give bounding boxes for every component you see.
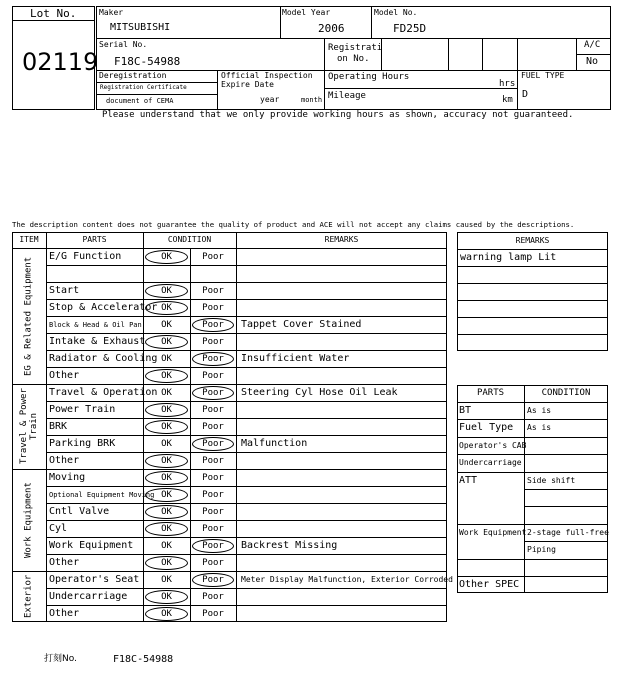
table-row: [46, 418, 447, 435]
header-row-line: [96, 38, 611, 39]
footer-label: 打刻No.: [44, 654, 77, 664]
poor-option: Poor: [202, 575, 224, 585]
selected-condition-circle: [145, 284, 188, 298]
table-row: [46, 282, 447, 299]
side-part-name: Fuel Type: [459, 422, 514, 434]
header-row-line: [96, 82, 217, 83]
ok-option: OK: [161, 405, 172, 415]
ok-option: OK: [161, 575, 172, 585]
selected-condition-circle: [145, 505, 188, 519]
poor-option: Poor: [202, 592, 224, 602]
poor-option: Poor: [202, 524, 224, 534]
part-name: Intake & Exhaust: [49, 336, 146, 347]
ok-option: OK: [161, 320, 172, 330]
working-hours-notice: Please understand that we only provide working hours as shown, accuracy not guaranteed.: [102, 110, 574, 120]
cema-label: document of CEMA: [106, 97, 174, 105]
group-label-line: Travel & Power: [19, 388, 29, 465]
selected-condition-circle: [145, 250, 188, 264]
disclaimer: The description content does not guarantee the quality of product and ACE will not accept any claims caused by the descriptions.: [12, 220, 575, 229]
ok-option: OK: [161, 303, 172, 313]
header-col-line: [482, 38, 483, 70]
part-name: E/G Function: [49, 251, 122, 262]
ok-option: OK: [161, 337, 172, 347]
ok-option: OK: [161, 456, 172, 466]
side-condition-value: As is: [527, 406, 552, 415]
poor-option: Poor: [202, 609, 224, 619]
ac-value: No: [586, 56, 599, 67]
part-name: Block & Head & Oil Pan: [49, 321, 142, 329]
model-no-value: FD25D: [393, 22, 427, 35]
poor-option: Poor: [202, 354, 224, 364]
side-part-name: Operator's CAB: [459, 440, 527, 450]
side-condition-value: 2-stage full-free: [527, 527, 609, 537]
km-label: km: [502, 95, 513, 105]
poor-option: Poor: [202, 337, 224, 347]
selected-condition-circle: [192, 539, 234, 553]
list-item: [457, 300, 608, 317]
header-parts: PARTS: [82, 235, 107, 244]
lot-label: Lot No.: [30, 7, 77, 20]
table-row: [46, 469, 447, 486]
registration-label: Registrati: [328, 43, 383, 53]
poor-option: Poor: [202, 252, 224, 262]
poor-option: Poor: [202, 507, 224, 517]
table-row: [46, 605, 447, 622]
ok-option: OK: [161, 507, 172, 517]
side-part-name: BT: [459, 405, 472, 416]
selected-condition-circle: [145, 335, 188, 349]
list-item: [457, 489, 608, 506]
poor-option: Poor: [202, 456, 224, 466]
part-name: Start: [49, 285, 80, 296]
poor-option: Poor: [202, 422, 224, 432]
ok-option: OK: [161, 286, 172, 296]
maker-label: Maker: [99, 8, 124, 17]
poor-option: Poor: [202, 303, 224, 313]
ok-option: OK: [161, 473, 172, 483]
fuel-type-label: FUEL TYPE: [521, 71, 565, 80]
part-name: Parking BRK: [49, 438, 116, 449]
part-name: BRK: [49, 421, 68, 432]
poor-option: Poor: [202, 320, 224, 330]
side-part-name: Work Equipment: [459, 527, 527, 537]
ok-option: OK: [161, 439, 172, 449]
poor-option: Poor: [202, 490, 224, 500]
side-parts-header: PARTS: [476, 388, 505, 398]
header-col-line: [280, 6, 281, 38]
side-remarks-header: REMARKS: [515, 236, 550, 245]
hrs-label: hrs: [499, 79, 516, 89]
inspection-label: Official Inspection: [221, 71, 313, 80]
ok-option: OK: [161, 388, 172, 398]
list-item: [457, 559, 608, 576]
part-name: Power Train: [49, 404, 116, 415]
operating-hours-label: Operating Hours: [328, 72, 410, 82]
side-condition-value: Piping: [527, 545, 556, 555]
group-label: Exterior: [23, 574, 34, 619]
footer-value: F18C-54988: [113, 654, 174, 665]
group-label: [12, 384, 46, 469]
selected-condition-circle: [145, 607, 188, 621]
poor-option: Poor: [202, 371, 224, 381]
mileage-label: Mileage: [328, 91, 366, 101]
side-part-name: Other SPEC: [459, 579, 520, 590]
part-name: Cyl: [49, 523, 68, 534]
month-label: month: [301, 96, 323, 104]
model-no-label: Model No.: [374, 8, 418, 17]
part-name: Stop & Accelerator: [49, 302, 158, 313]
part-name: Other: [49, 557, 80, 568]
part-name: Undercarriage: [49, 591, 128, 602]
poor-option: Poor: [202, 541, 224, 551]
selected-condition-circle: [145, 488, 188, 502]
header-remarks: REMARKS: [324, 235, 359, 244]
selected-condition-circle: [145, 522, 188, 536]
selected-condition-circle: [145, 471, 188, 485]
header-col-line: [448, 38, 449, 70]
ok-option: OK: [161, 490, 172, 500]
selected-condition-circle: [192, 437, 234, 451]
header-row-line: [96, 94, 217, 95]
ok-option: OK: [161, 524, 172, 534]
selected-condition-circle: [145, 369, 188, 383]
ok-option: OK: [161, 354, 172, 364]
remark-text: Insufficient Water: [241, 353, 350, 364]
lot-divider: [12, 20, 95, 21]
ok-option: OK: [161, 422, 172, 432]
ok-option: OK: [161, 252, 172, 262]
header-col-line: [517, 38, 518, 110]
ok-option: OK: [161, 609, 172, 619]
table-row: [46, 452, 447, 469]
ok-option: OK: [161, 371, 172, 381]
poor-option: Poor: [202, 388, 224, 398]
part-name: Other: [49, 608, 80, 619]
selected-condition-circle: [145, 403, 188, 417]
side-condition-value: As is: [527, 423, 552, 433]
header-col-line: [576, 38, 577, 70]
poor-option: Poor: [202, 286, 224, 296]
selected-condition-circle: [192, 318, 234, 332]
selected-condition-circle: [192, 352, 234, 366]
part-name: Operator's Seat: [49, 574, 140, 585]
selected-condition-circle: [192, 573, 234, 587]
header-col-line: [217, 70, 218, 110]
group-label: EG & Related Equipment: [23, 256, 34, 376]
side-part-name: Undercarriage: [459, 458, 522, 468]
list-item: [457, 283, 608, 300]
selected-condition-circle: [145, 301, 188, 315]
model-year-value: 2006: [318, 22, 345, 35]
group-label-line: Train: [29, 412, 39, 441]
maker-value: MITSUBISHI: [110, 22, 171, 33]
header-row-line: [576, 54, 611, 55]
header-col-line: [371, 6, 372, 38]
table-row: [46, 367, 447, 384]
part-name: Radiator & Cooling: [49, 353, 158, 364]
side-remark-text: warning lamp Lit: [460, 252, 557, 263]
header-item: ITEM: [19, 235, 39, 244]
part-name: Moving: [49, 472, 86, 483]
side-part-name: ATT: [459, 474, 478, 486]
inspection-label-2: Expire Date: [221, 80, 274, 89]
header-col-line: [324, 38, 325, 110]
table-row: [46, 265, 447, 282]
part-name: Cntl Valve: [49, 506, 110, 517]
selected-condition-circle: [145, 420, 188, 434]
lot-number: 02119: [22, 48, 99, 76]
registration-certificate-label: Registration Certificate: [100, 84, 187, 91]
part-name: Other: [49, 370, 80, 381]
part-name: Travel & Operation: [49, 387, 158, 398]
ok-option: OK: [161, 592, 172, 602]
selected-condition-circle: [192, 386, 234, 400]
fuel-type-value: D: [522, 89, 529, 100]
ok-option: OK: [161, 558, 172, 568]
year-label: year: [260, 95, 280, 104]
part-name: Optional Equipment Moving: [49, 491, 155, 499]
remark-text: Backrest Missing: [241, 540, 338, 551]
list-item: [457, 506, 608, 523]
part-name: Other: [49, 455, 80, 466]
list-item: [457, 317, 608, 334]
ok-option: OK: [161, 541, 172, 551]
side-condition-value: Side shift: [527, 475, 576, 485]
group-label: Work Equipment: [23, 482, 34, 558]
selected-condition-circle: [145, 454, 188, 468]
selected-condition-circle: [145, 556, 188, 570]
poor-option: Poor: [202, 405, 224, 415]
serial-value: F18C-54988: [114, 55, 181, 68]
selected-condition-circle: [145, 590, 188, 604]
header-condition: CONDITION: [167, 235, 212, 244]
side-condition-header: CONDITION: [541, 388, 591, 398]
poor-option: Poor: [202, 439, 224, 449]
poor-option: Poor: [202, 473, 224, 483]
remark-text: Malfunction: [241, 438, 308, 449]
poor-option: Poor: [202, 558, 224, 568]
serial-label: Serial No.: [99, 40, 148, 49]
remark-text: Tappet Cover Stained: [241, 319, 362, 330]
header-row-line: [324, 88, 517, 89]
deregistration-label: Deregistration: [99, 71, 167, 80]
registration-label-2: on No.: [337, 54, 370, 64]
table-row: [46, 554, 447, 571]
list-item: [457, 334, 608, 351]
model-year-label: Model Year: [282, 8, 331, 17]
remark-text: Meter Display Malfunction, Exterior Corroded: [241, 575, 453, 584]
list-item: [457, 266, 608, 283]
ac-label: A/C: [584, 40, 601, 50]
remark-text: Steering Cyl Hose Oil Leak: [241, 387, 398, 398]
table-row: [46, 520, 447, 537]
part-name: Work Equipment: [49, 540, 134, 551]
